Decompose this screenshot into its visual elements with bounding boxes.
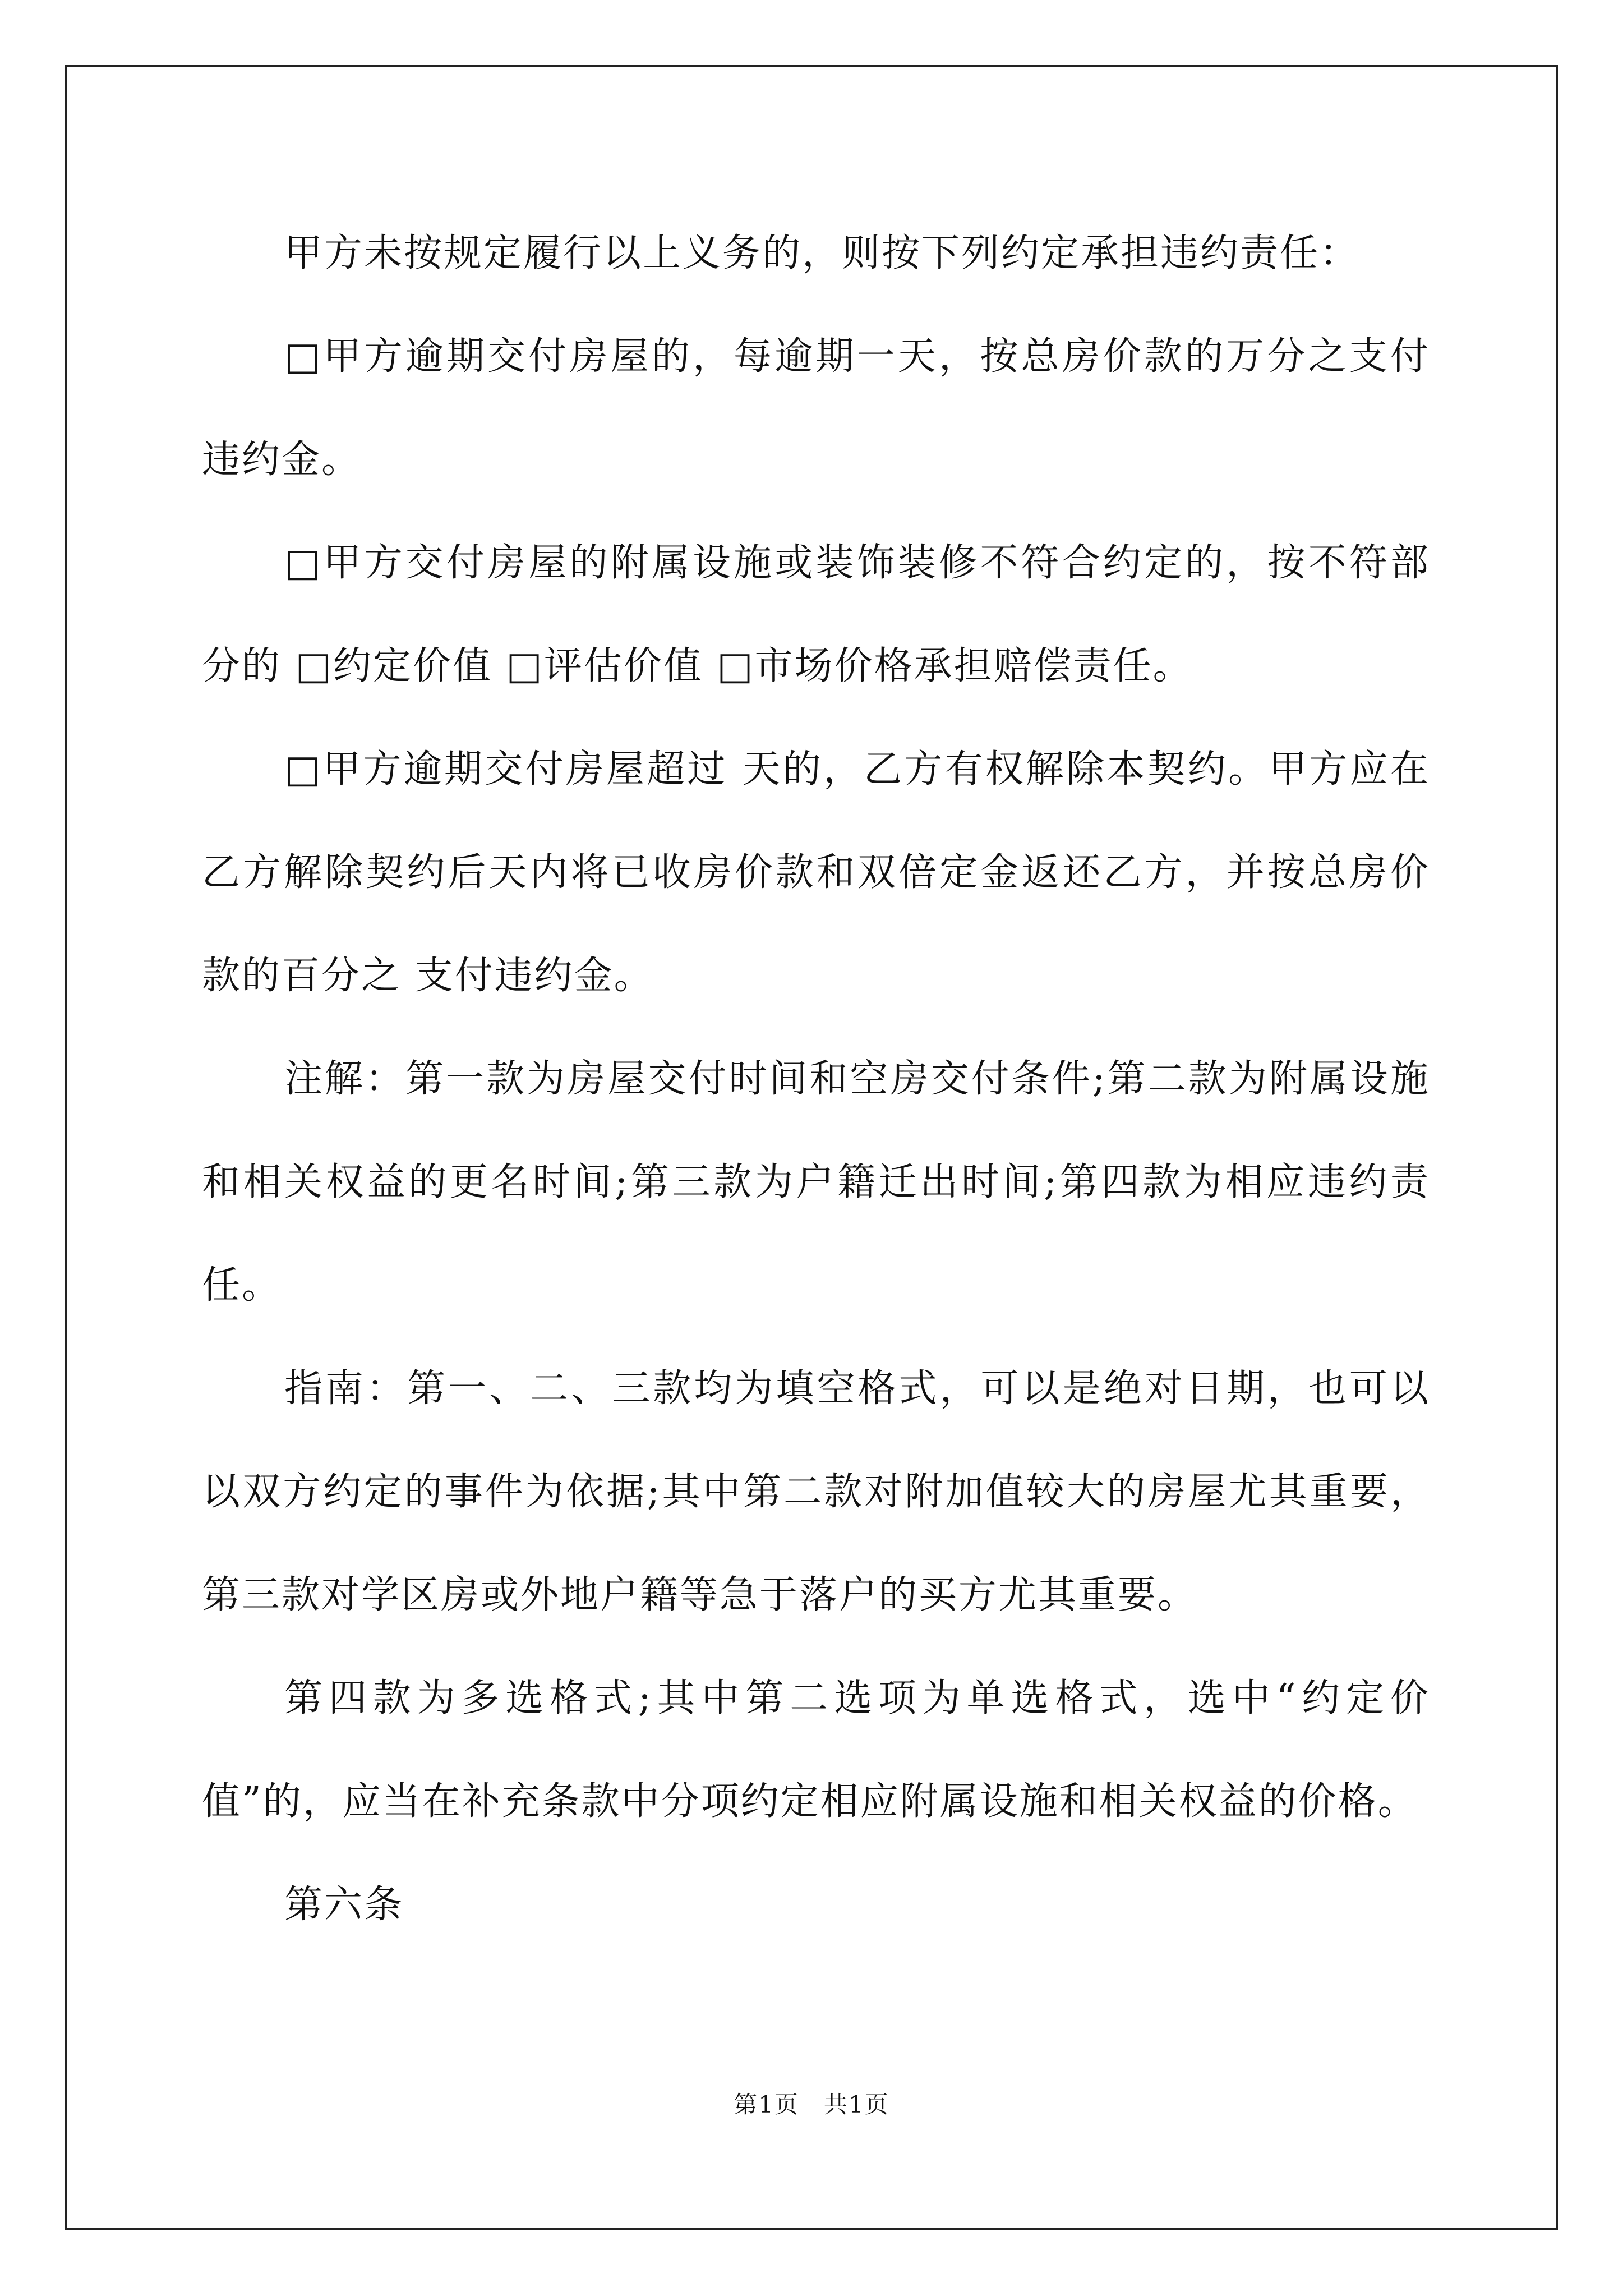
paragraph-facilities-compensation: □甲方交付房屋的附属设施或装饰装修不符合约定的，按不符部分的 □约定价值 □评估价值 □市场价格承担赔偿责任。 — [202, 541, 1430, 688]
paragraph-late-delivery-penalty: □甲方逾期交付房屋的，每逾期一天，按总房价款的万分之支付违约金。 — [202, 334, 1430, 482]
paragraph-annotation: 注解：第一款为房屋交付时间和空房交付条件;第二款为附属设施和相关权益的更名时间;第三款为户籍迁出时间;第四款为相应违约责任。 — [202, 1057, 1430, 1308]
paragraph-contract-termination: □甲方逾期交付房屋超过 天的，乙方有权解除本契约。甲方应在乙方解除契约后天内将已收房价款和双倍定金返还乙方，并按总房价款的百分之 支付违约金。 — [202, 747, 1430, 998]
paragraph-multiple-choice-note: 第四款为多选格式;其中第二选项为单选格式，选中“约定价值”的，应当在补充条款中分项约定相应附属设施和相关权益的价格。 — [202, 1676, 1430, 1824]
paragraph-breach-intro: 甲方未按规定履行以上义务的，则按下列约定承担违约责任： — [284, 231, 1360, 275]
page-number: 第1页 共1页 — [734, 2091, 889, 2118]
paragraph-guide: 指南：第一、二、三款均为填空格式，可以是绝对日期，也可以以双方约定的事件为依据;其中第二款对附加值较大的房屋尤其重要，第三款对学区房或外地户籍等急于落户的买方尤其重要。 — [202, 1366, 1430, 1617]
document-body — [202, 202, 1430, 1957]
paragraph-article-six: 第六条 — [284, 1883, 404, 1927]
